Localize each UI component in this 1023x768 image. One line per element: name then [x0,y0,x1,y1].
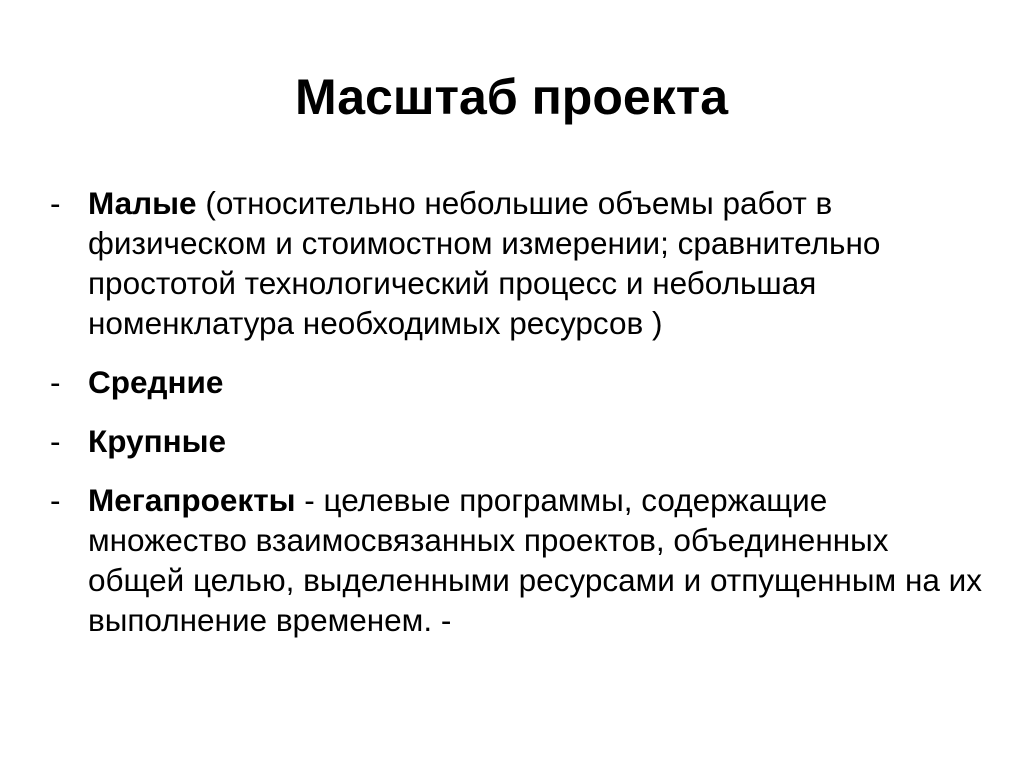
slide-title: Масштаб проекта [294,69,729,125]
description-small: (относительно небольшие объемы работ в физическом и стоимостном измерении; сравнительно простотой технологический процесс и небольшая номенклатура необходимых ресурсов ) [88,185,881,341]
list-item-large [50,421,990,461]
term-medium: Средние [88,364,224,400]
term-large: Крупные [88,423,227,459]
dash-bullet: - [50,423,61,459]
list-item-medium [50,362,990,402]
description-mega: - целевые программы, содержащие множество взаимосвязанных проектов, объединенных общей целью, выделенными ресурсами и отпущенным на их выполнение временем. - [88,482,982,638]
dash-bullet: - [50,364,61,400]
list-item-mega [50,480,990,640]
term-small: Малые [88,185,197,221]
term-mega: Мегапроекты [88,482,296,518]
dash-bullet: - [50,482,61,518]
bullet-list [50,183,990,640]
list-item-small [50,183,990,343]
dash-bullet: - [50,185,61,221]
